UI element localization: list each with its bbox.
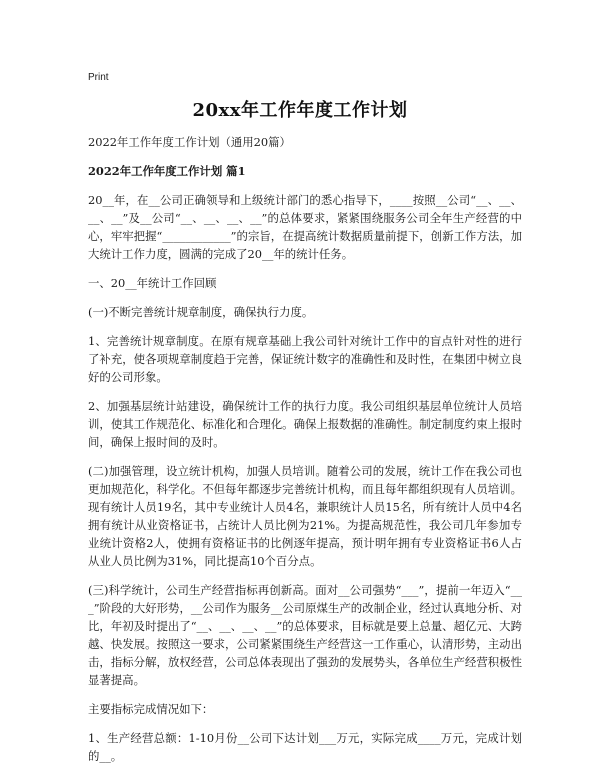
document-title: 20xx年工作年度工作计划 (192, 100, 408, 121)
paragraph-review-heading: 一、20__年统计工作回顾 (88, 276, 217, 290)
paragraph-scientific-stats: (三)科学统计，公司生产经营指标再创新高。面对__公司强势“___”，提前一年迈入“___”阶段的大好形势，__公司作为服务__公司原煤生产的改制企业，经过认真地分析、对比，年初及时提出了“__、__、__、__”的总体要求，目标就是要上总量、超亿元、大跨越、快发展。按照这一要求，公司紧紧围绕生产经营这一工作重心，认清形势，主动出击，指标分解，放权经营，公司总体表现出了强劲的发展势头，各单位生产经营积极性显著提高。 (88, 583, 522, 687)
paragraph-rules-2: 2、加强基层统计站建设，确保统计工作的执行力度。我公司组织基层单位统计人员培训，使其工作规范化、标准化和合理化。确保上报数据的准确性。制定制度约束上报时间，确保上报时间的及时。 (88, 399, 522, 449)
paragraph-rules-1: 1、完善统计规章制度。在原有规章基础上我公司针对统计工作中的盲点针对性的进行了补充，使各项规章制度趋于完善，保证统计数字的准确性和及时性，在集团中树立良好的公司形象。 (88, 334, 522, 384)
paragraph-rules-heading: (一)不断完善统计规章制度，确保执行力度。 (88, 305, 314, 319)
paragraph-intro: 20__年，在__公司正确领导和上级统计部门的悉心指导下，____按照__公司“__、__、__、__”及__公司“__、__、__、__”的总体要求，紧紧围绕服务公司全年生产经营的中心，牢牢把握“____________”的宗旨，在提高统计数据质量前提下，创新工作方法，加大统计工作力度，圆满的完成了20__年的统计任务。 (88, 193, 522, 261)
print-label: Print (88, 72, 109, 83)
paragraph-indicators-heading: 主要指标完成情况如下： (88, 702, 214, 716)
paragraph-indicator-1: 1、生产经营总额：1-10月份__公司下达计划___万元，实际完成____万元，完成计划的__。 (88, 731, 522, 763)
document-subtitle: 2022年工作年度工作计划（通用20篇） (88, 135, 291, 149)
section-heading: 2022年工作年度工作计划 篇1 (88, 164, 246, 178)
paragraph-management: (二)加强管理，设立统计机构，加强人员培训。随着公司的发展，统计工作在我公司也更加规范化，科学化。不但每年都逐步完善统计机构，而且每年都组织现有人员培训。现有统计人员19名，其中专业统计人员4名，兼职统计人员15名，所有统计人员中4名拥有统计从业资格证书，占统计人员比例为21%。为提高规范性，我公司几年参加专业统计资格2人，使拥有资格证书的比例逐年提高，预计明年拥有专业资格证书6人占从业人员比例为31%，同比提高10个百分点。 (88, 464, 522, 568)
document-body (88, 133, 522, 776)
